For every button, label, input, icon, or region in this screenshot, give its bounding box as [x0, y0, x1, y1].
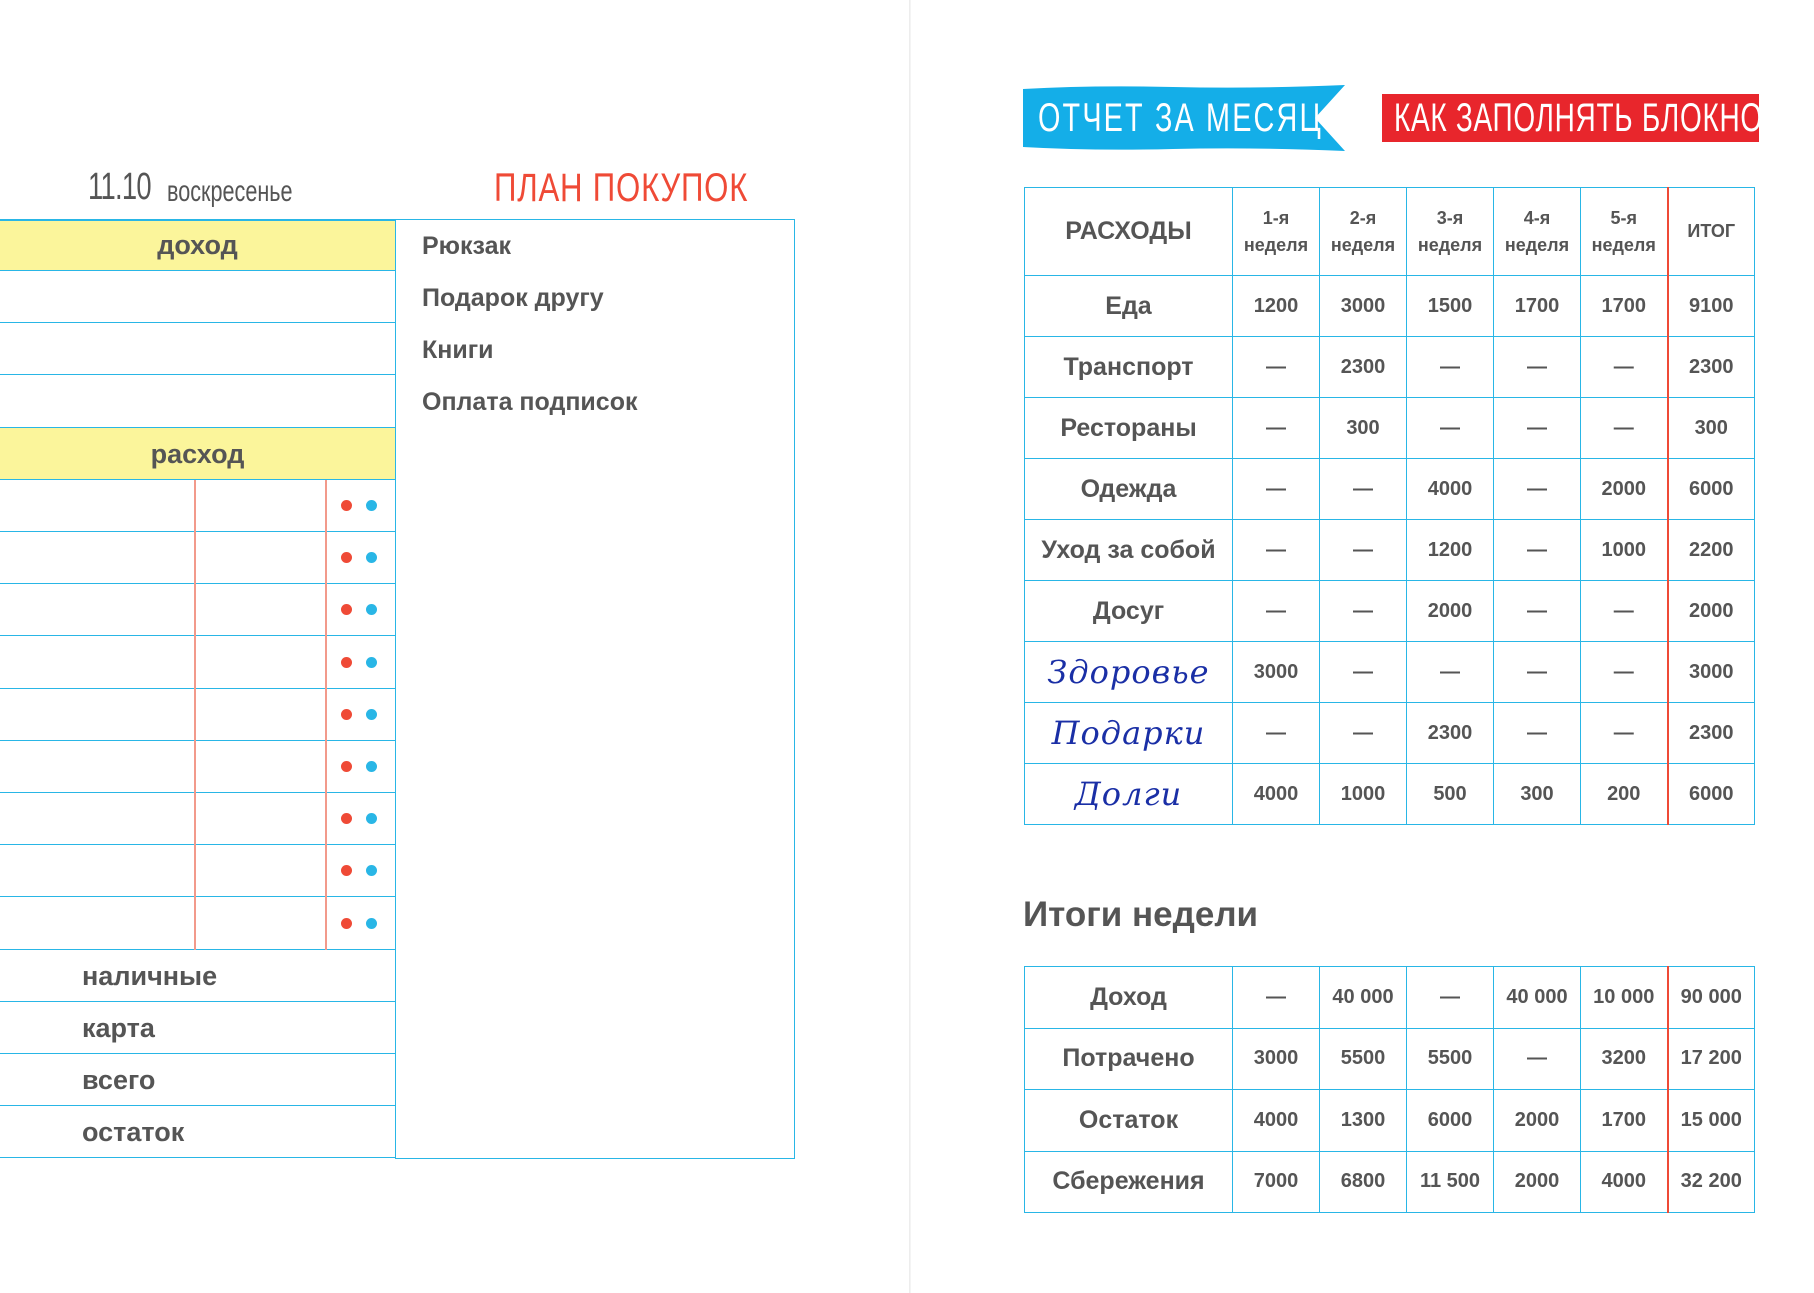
ledger-row: [0, 950, 395, 1002]
weekly-value-cell: 7000: [1233, 1151, 1320, 1213]
summary-label: карта: [82, 1013, 155, 1043]
weekly-title: Итоги недели: [1023, 895, 1259, 934]
weekly-row-label: Остаток: [1025, 1090, 1233, 1152]
plan-item: Книги: [422, 336, 494, 364]
weekly-value-cell: 3200: [1581, 1028, 1668, 1090]
week-value-cell: —: [1320, 581, 1407, 642]
week-value-cell: 3000: [1233, 642, 1320, 703]
weekly-value-cell: 1300: [1320, 1090, 1407, 1152]
summary-label: остаток: [82, 1117, 185, 1148]
ledger-row: [0, 1054, 395, 1106]
weekly-value-cell: 3000: [1233, 1028, 1320, 1090]
red-marker-dot[interactable]: [341, 657, 352, 668]
expense-row: [1025, 764, 1755, 825]
blue-marker-dot[interactable]: [366, 865, 377, 876]
red-marker-dot[interactable]: [341, 761, 352, 772]
handwritten-category: Подарки: [1051, 714, 1206, 752]
week-value-cell: —: [1407, 337, 1494, 398]
weekly-total-cell: 32 200: [1668, 1151, 1755, 1213]
weekly-value-cell: 2000: [1494, 1090, 1581, 1152]
ledger-row: [0, 689, 395, 741]
week-header-line: неделя: [1591, 234, 1656, 255]
row-total-cell: 6000: [1668, 764, 1755, 825]
week-value-cell: —: [1494, 459, 1581, 520]
plan-item: Рюкзак: [422, 232, 512, 260]
weekly-value-cell: 40 000: [1320, 967, 1407, 1029]
income-header-row: [0, 219, 395, 271]
row-total-cell: 9100: [1668, 276, 1755, 337]
week-header-line: неделя: [1417, 234, 1483, 255]
weekly-value-cell: —: [1233, 967, 1320, 1029]
day-date: 11.10: [88, 166, 151, 208]
week-value-cell: —: [1320, 459, 1407, 520]
expenses-header-row: [1025, 188, 1755, 276]
weekly-row: [1025, 1028, 1755, 1090]
row-total-cell: 300: [1668, 398, 1755, 459]
ledger-row: [0, 532, 395, 584]
expenses-header-label: РАСХОДЫ: [1025, 188, 1233, 276]
row-total-cell: 2300: [1668, 703, 1755, 764]
weekly-value-cell: 11 500: [1407, 1151, 1494, 1213]
weekly-value-cell: 6800: [1320, 1151, 1407, 1213]
weekly-row: [1025, 967, 1755, 1029]
week-header-line: 4-я: [1523, 207, 1551, 228]
expense-row: [1025, 642, 1755, 703]
red-marker-dot[interactable]: [341, 552, 352, 563]
week-value-cell: —: [1320, 520, 1407, 581]
ledger-row: [0, 1002, 395, 1054]
week-header-line: 2-я: [1349, 207, 1377, 228]
expense-category: [1025, 459, 1233, 520]
weekly-row: [1025, 1151, 1755, 1213]
income-label: доход: [157, 230, 238, 260]
weekly-value-cell: 4000: [1581, 1151, 1668, 1213]
weekly-row-label: Сбережения: [1025, 1151, 1233, 1213]
weekly-value-cell: —: [1494, 1028, 1581, 1090]
category-label: Уход за собой: [1041, 535, 1216, 564]
row-total-cell: 6000: [1668, 459, 1755, 520]
category-label: Рестораны: [1060, 413, 1197, 442]
week-value-cell: —: [1581, 703, 1668, 764]
week-value-cell: 4000: [1233, 764, 1320, 825]
week-value-cell: —: [1233, 581, 1320, 642]
summary-label: всего: [82, 1065, 156, 1096]
blue-marker-dot[interactable]: [366, 709, 377, 720]
week-value-cell: 1700: [1494, 276, 1581, 337]
week-value-cell: 1200: [1407, 520, 1494, 581]
blue-marker-dot[interactable]: [366, 604, 377, 615]
plan-item: Оплата подписок: [422, 388, 638, 416]
expense-category: [1025, 642, 1233, 703]
expense-row: [1025, 520, 1755, 581]
ledger-grid: [0, 219, 395, 1159]
week-value-cell: —: [1320, 642, 1407, 703]
week-header-cell: [1581, 188, 1668, 276]
week-value-cell: —: [1494, 642, 1581, 703]
ledger-row: [0, 845, 395, 897]
red-marker-dot[interactable]: [341, 865, 352, 876]
plan-item: Подарок другу: [422, 284, 604, 312]
expense-column-divider: [325, 480, 327, 950]
expense-row: [1025, 337, 1755, 398]
week-value-cell: —: [1494, 337, 1581, 398]
week-value-cell: —: [1233, 520, 1320, 581]
expense-row: [1025, 459, 1755, 520]
expense-column-divider: [194, 480, 196, 950]
week-value-cell: 1500: [1407, 276, 1494, 337]
week-value-cell: 300: [1320, 398, 1407, 459]
total-header-cell: ИТОГ: [1668, 188, 1755, 276]
weekly-value-cell: —: [1407, 967, 1494, 1029]
blue-marker-dot[interactable]: [366, 918, 377, 929]
category-label: Досуг: [1092, 596, 1165, 625]
weekly-value-cell: 5500: [1407, 1028, 1494, 1090]
week-value-cell: —: [1581, 398, 1668, 459]
week-value-cell: —: [1581, 581, 1668, 642]
week-header-cell: [1494, 188, 1581, 276]
week-header-cell: [1407, 188, 1494, 276]
blue-marker-dot[interactable]: [366, 500, 377, 511]
red-marker-dot[interactable]: [341, 813, 352, 824]
handwritten-category: Здоровье: [1047, 653, 1210, 691]
expense-category: [1025, 520, 1233, 581]
expense-category: [1025, 398, 1233, 459]
ledger-row: [0, 584, 395, 636]
blue-marker-dot[interactable]: [366, 761, 377, 772]
expense-header-row: [0, 428, 395, 480]
week-value-cell: —: [1494, 581, 1581, 642]
row-total-cell: 2300: [1668, 337, 1755, 398]
ledger-row: [0, 1106, 395, 1158]
week-value-cell: 1000: [1581, 520, 1668, 581]
week-value-cell: —: [1233, 459, 1320, 520]
weekly-value-cell: 2000: [1494, 1151, 1581, 1213]
day-weekday: воскресенье: [167, 175, 293, 208]
ledger-row: [0, 793, 395, 845]
ledger-row: [0, 323, 395, 375]
ribbon-title: ОТЧЕТ ЗА МЕСЯЦ: [1038, 96, 1323, 140]
ledger-row: [0, 741, 395, 793]
row-total-cell: 2000: [1668, 581, 1755, 642]
week-value-cell: —: [1494, 398, 1581, 459]
weekly-value-cell: 40 000: [1494, 967, 1581, 1029]
shopping-plan-box: [395, 219, 795, 1159]
week-value-cell: 500: [1407, 764, 1494, 825]
week-value-cell: —: [1407, 398, 1494, 459]
week-value-cell: 300: [1494, 764, 1581, 825]
week-value-cell: 1200: [1233, 276, 1320, 337]
blue-marker-dot[interactable]: [366, 813, 377, 824]
weekly-value-cell: 4000: [1233, 1090, 1320, 1152]
row-total-cell: 3000: [1668, 642, 1755, 703]
week-value-cell: —: [1233, 703, 1320, 764]
week-header-cell: [1233, 188, 1320, 276]
week-header-line: 3-я: [1436, 207, 1464, 228]
monthly-expenses-table: [1024, 187, 1755, 825]
expense-row: [1025, 398, 1755, 459]
week-value-cell: 200: [1581, 764, 1668, 825]
category-label: Транспорт: [1063, 352, 1194, 381]
summary-label: наличные: [82, 960, 218, 991]
week-value-cell: —: [1233, 398, 1320, 459]
weekly-summary-table: [1024, 966, 1755, 1213]
week-value-cell: 1000: [1320, 764, 1407, 825]
week-value-cell: 2300: [1320, 337, 1407, 398]
week-value-cell: 2000: [1581, 459, 1668, 520]
weekly-total-cell: 90 000: [1668, 967, 1755, 1029]
week-value-cell: 1700: [1581, 276, 1668, 337]
expense-category: [1025, 703, 1233, 764]
week-header-cell: [1320, 188, 1407, 276]
week-value-cell: —: [1494, 520, 1581, 581]
red-marker-dot[interactable]: [341, 604, 352, 615]
ledger-top-border: [0, 219, 395, 221]
week-value-cell: —: [1581, 642, 1668, 703]
week-value-cell: —: [1581, 337, 1668, 398]
weekly-value-cell: 5500: [1320, 1028, 1407, 1090]
red-marker-dot[interactable]: [341, 709, 352, 720]
page-spine: [909, 0, 911, 1293]
week-value-cell: 2000: [1407, 581, 1494, 642]
weekly-total-cell: 17 200: [1668, 1028, 1755, 1090]
row-total-cell: 2200: [1668, 520, 1755, 581]
ledger-row: [0, 898, 395, 950]
howto-title: КАК ЗАПОЛНЯТЬ БЛОКНОТ: [1394, 96, 1781, 140]
week-header-line: неделя: [1504, 234, 1570, 255]
week-value-cell: —: [1233, 337, 1320, 398]
week-value-cell: 3000: [1320, 276, 1407, 337]
weekly-total-cell: 15 000: [1668, 1090, 1755, 1152]
week-value-cell: 4000: [1407, 459, 1494, 520]
ledger-row: [0, 271, 395, 323]
weekly-value-cell: 1700: [1581, 1090, 1668, 1152]
weekly-row-label: Доход: [1025, 967, 1233, 1029]
weekly-value-cell: 6000: [1407, 1090, 1494, 1152]
expense-row: [1025, 581, 1755, 642]
week-header-line: неделя: [1330, 234, 1396, 255]
expense-category: [1025, 276, 1233, 337]
category-label: Одежда: [1080, 474, 1177, 503]
category-label: Еда: [1105, 291, 1152, 320]
week-value-cell: —: [1407, 642, 1494, 703]
expense-row: [1025, 276, 1755, 337]
blue-marker-dot[interactable]: [366, 657, 377, 668]
ledger-row: [0, 480, 395, 532]
ledger-row: [0, 376, 395, 428]
week-header-line: 5-я: [1610, 207, 1637, 228]
weekly-row: [1025, 1090, 1755, 1152]
handwritten-category: Долги: [1074, 775, 1183, 813]
weekly-row-label: Потрачено: [1025, 1028, 1233, 1090]
expense-category: [1025, 337, 1233, 398]
week-header-line: неделя: [1243, 234, 1309, 255]
red-marker-dot[interactable]: [341, 918, 352, 929]
plan-title: ПЛАН ПОКУПОК: [494, 166, 749, 210]
expense-label: расход: [150, 438, 245, 469]
week-value-cell: 2300: [1407, 703, 1494, 764]
expense-category: [1025, 764, 1233, 825]
week-header-line: 1-я: [1262, 207, 1290, 228]
expense-row: [1025, 703, 1755, 764]
expense-category: [1025, 581, 1233, 642]
weekly-value-cell: 10 000: [1581, 967, 1668, 1029]
week-value-cell: —: [1494, 703, 1581, 764]
week-value-cell: —: [1320, 703, 1407, 764]
red-marker-dot[interactable]: [341, 500, 352, 511]
blue-marker-dot[interactable]: [366, 552, 377, 563]
ledger-row: [0, 637, 395, 689]
